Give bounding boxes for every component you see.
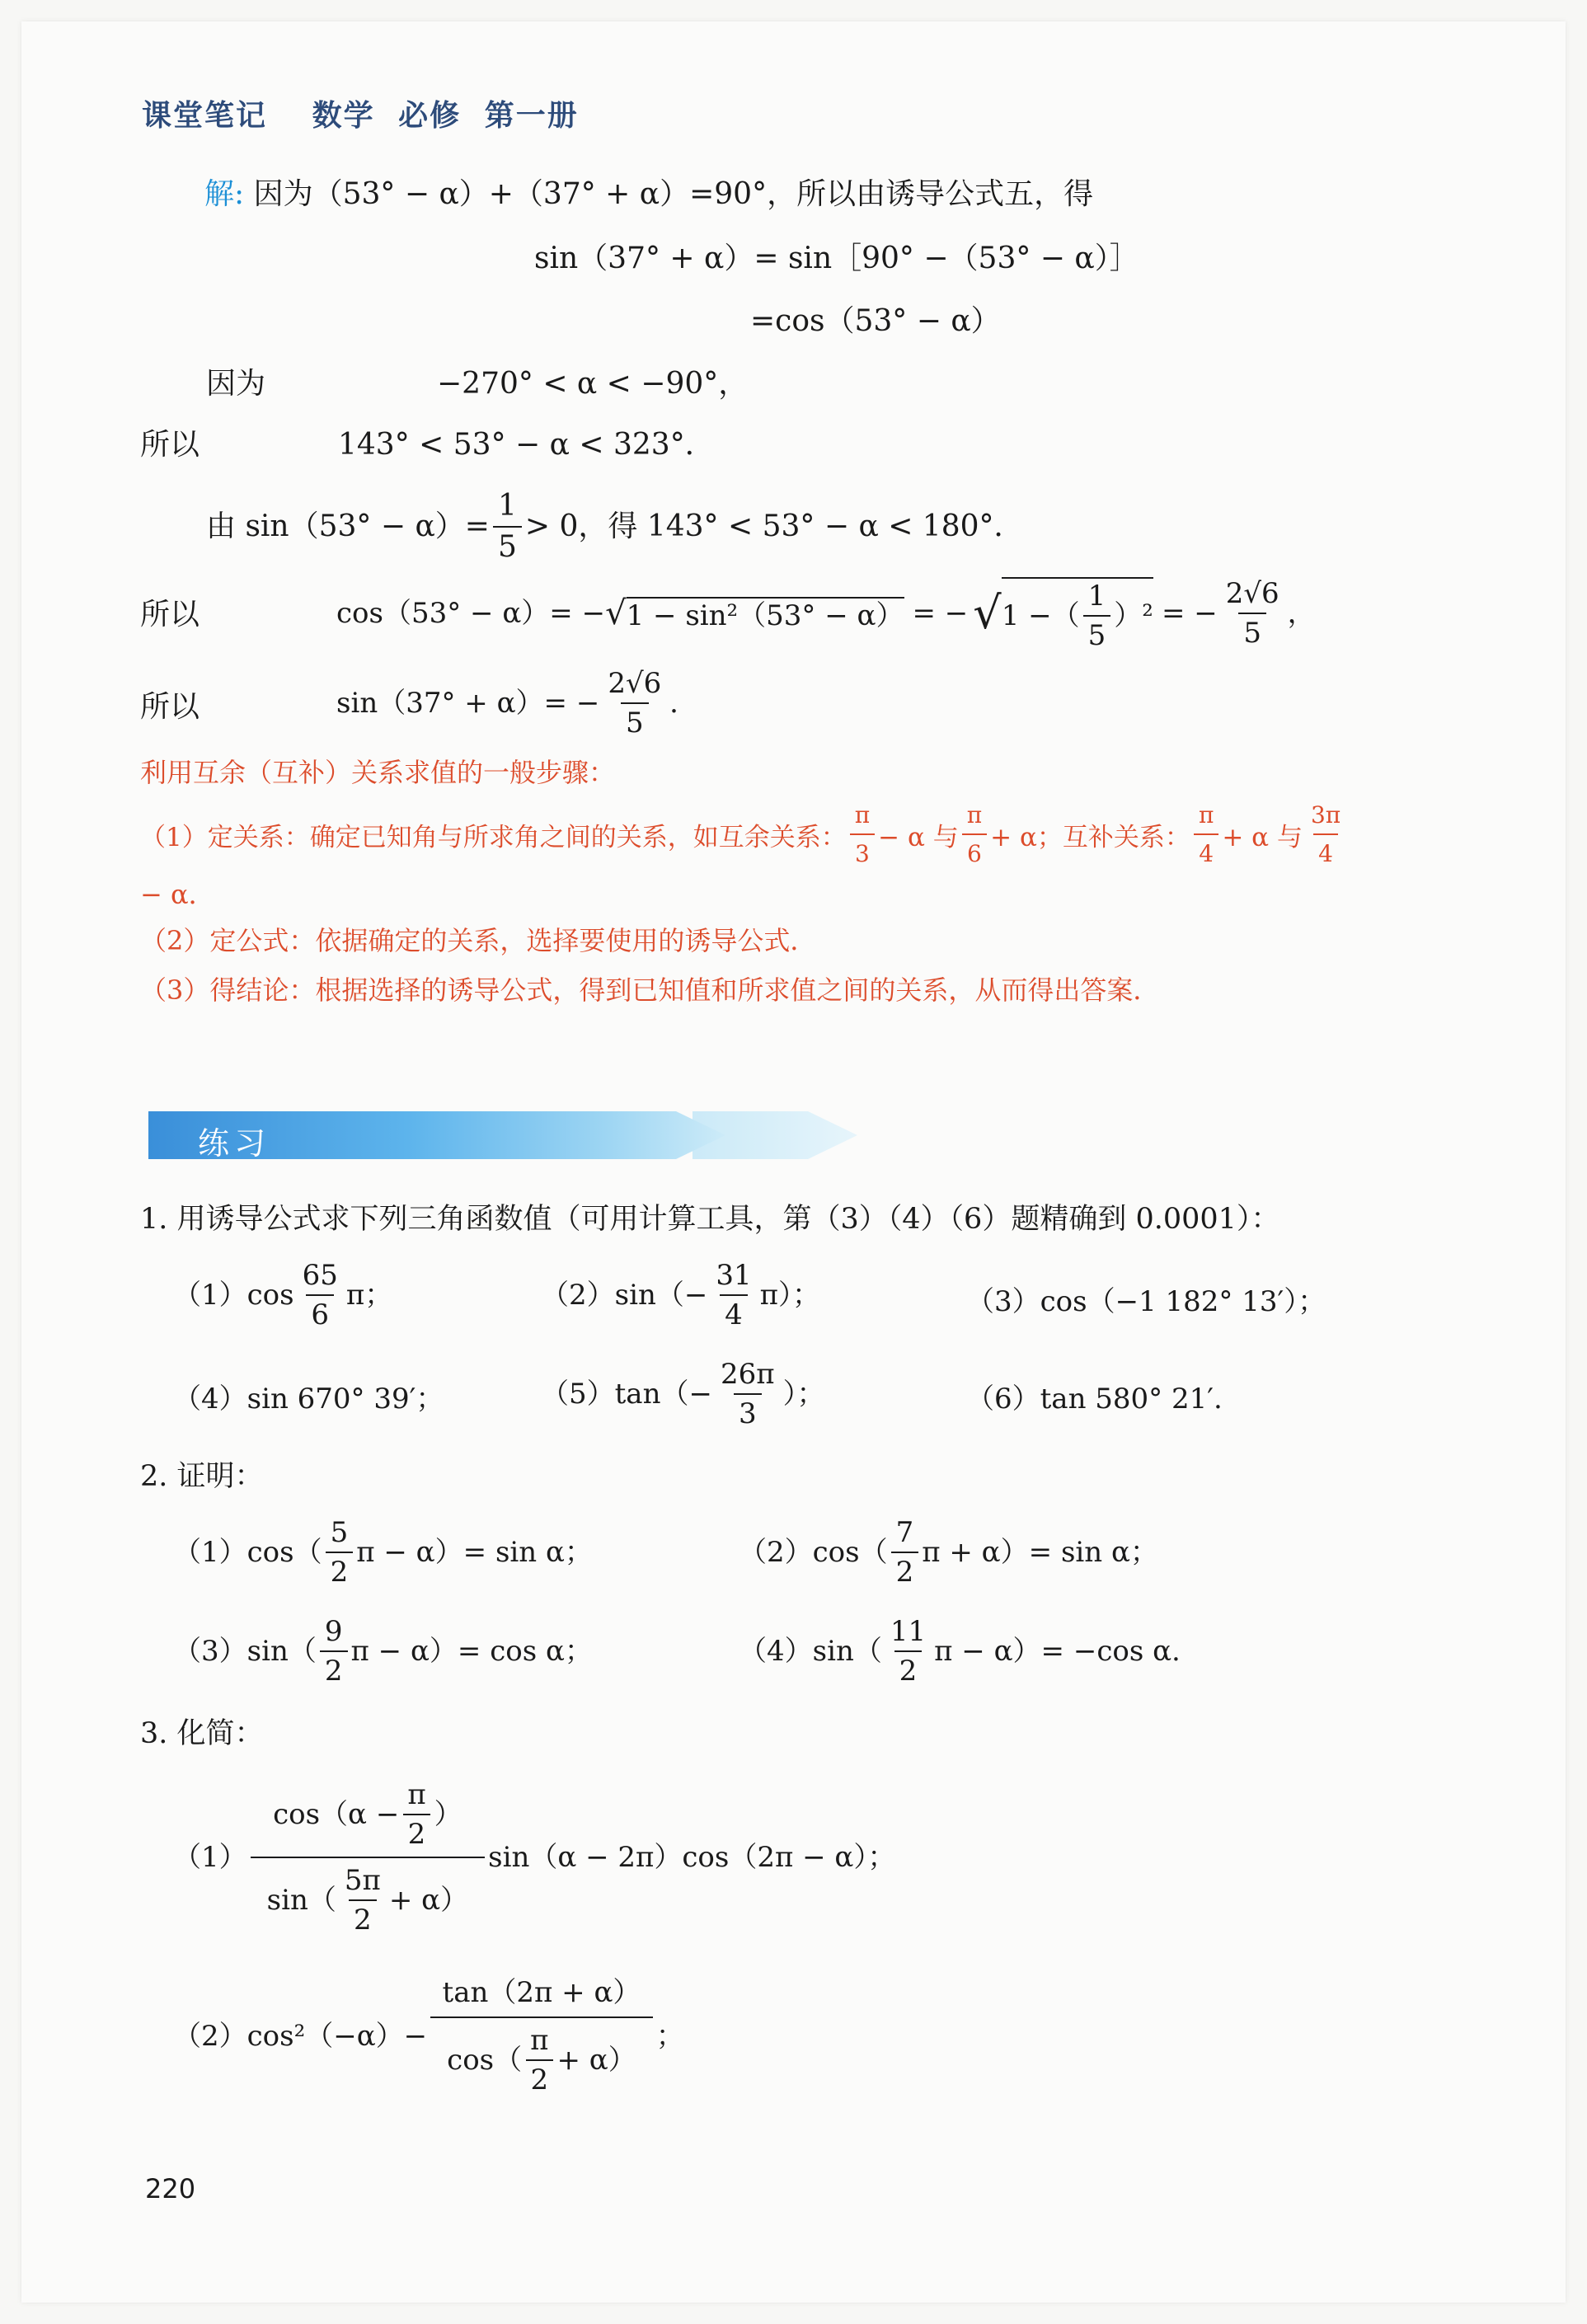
line8-a: sin（37° + α）= −	[336, 687, 600, 720]
note-step-1	[140, 801, 1349, 867]
ex1-p1-den: 6	[306, 1294, 334, 1329]
ex2-p4-a: （4）sin（	[739, 1635, 882, 1668]
ex3-p1-label: （1）	[173, 1841, 247, 1874]
line6-pre: 由 sin（53° − α）=	[206, 509, 490, 543]
ex3-p2-numerator: tan（2π + α）	[442, 1976, 641, 2009]
line7-inner-num: 1	[1087, 580, 1106, 613]
sqrt-sign-1: √	[605, 594, 627, 632]
ex2-p1-den: 2	[326, 1552, 354, 1586]
ex1-p5-den: 3	[734, 1393, 762, 1428]
solution-line-5-lead: 所以	[140, 428, 200, 462]
note-frac-1	[850, 801, 875, 867]
ex3-p1-den-b: + α）	[388, 1884, 469, 1917]
ex1-p1-a: （1）cos	[173, 1279, 294, 1312]
solution-line-7	[336, 577, 1316, 650]
ex3-item-1	[173, 1778, 896, 1937]
ex2-p2-den: 2	[891, 1552, 919, 1586]
ex2-stem: 2. 证明：	[140, 1460, 264, 1493]
line8-den: 5	[621, 702, 649, 737]
solution-line-3: =cos（53° − α）	[750, 304, 1001, 338]
ex1-p2-den: 4	[720, 1294, 748, 1329]
line7-radicand-2	[1002, 577, 1153, 650]
note-title: 利用互余（互补）关系求值的一般步骤：	[140, 757, 616, 788]
sqrt-sign-2: √	[973, 587, 1002, 639]
ex3-p1-num-frac	[402, 1778, 430, 1851]
ex3-p1-den-frac	[340, 1864, 386, 1937]
line7-inner-fraction	[1083, 582, 1111, 650]
ex3-p2-den-b: + α）	[556, 2044, 636, 2077]
ex3-stem: 3. 化简：	[140, 1717, 264, 1750]
ex2-p2-a: （2）cos（	[739, 1536, 888, 1569]
note-frac-3-den: 4	[1194, 833, 1218, 867]
ex2-p3-frac	[320, 1615, 348, 1688]
line7-radicand: 1 − sin²（53° − α）	[627, 597, 904, 630]
ex1-item-6: （6）tan 580° 21′.	[966, 1383, 1223, 1416]
ex3-p1-num-b: ）	[434, 1798, 462, 1831]
solution-line-7-lead: 所以	[140, 598, 200, 631]
ex3-p2-label: （2）cos²（−α）−	[173, 2020, 428, 2053]
ex1-p5-frac	[716, 1360, 780, 1428]
note-step-1-cont: − α．	[140, 879, 215, 910]
ex3-p1-num-a: cos（α −	[273, 1798, 400, 1831]
ex3-p1-den-frac-d: 2	[349, 1899, 377, 1934]
ex3-p1-num-frac-d: 2	[403, 1814, 431, 1848]
ex1-p2-num: 31	[716, 1259, 752, 1292]
line7-inner-den: 5	[1083, 615, 1111, 650]
ex2-p3-den: 2	[320, 1650, 348, 1685]
ex2-p4-num: 11	[890, 1615, 927, 1648]
ex3-p2-den-frac-d: 2	[526, 2059, 554, 2094]
header-book: 课堂笔记	[142, 99, 268, 133]
ex3-p1-big-fraction	[251, 1778, 485, 1937]
ex1-p2-b: π）；	[759, 1279, 820, 1312]
ex3-p2-denominator	[430, 2016, 653, 2094]
ex1-p1-b: π；	[345, 1279, 393, 1312]
note-frac-1-num: π	[854, 801, 871, 829]
line8-end: ．	[669, 687, 698, 720]
ex1-p1-num: 65	[302, 1259, 338, 1292]
ex2-item-4	[739, 1615, 1181, 1688]
ex1-p5-a: （5）tan（−	[541, 1378, 712, 1411]
ex2-p4-den: 2	[894, 1650, 923, 1685]
banner-label: 练习	[198, 1125, 271, 1162]
note-frac-3	[1194, 801, 1218, 867]
ex1-item-5	[541, 1360, 825, 1428]
note-s1-b: − α 与	[878, 822, 959, 852]
line7-b: = −	[912, 597, 969, 630]
header-volume: 必修	[398, 99, 462, 133]
ex1-p1-frac	[298, 1261, 343, 1329]
ex1-p2-a: （2）sin（−	[541, 1279, 708, 1312]
ex2-p2-b: π + α）= sin α；	[922, 1536, 1158, 1569]
line6-post: > 0，得 143° < 53° − α < 180°．	[524, 509, 1024, 543]
header-subject: 数学	[312, 99, 375, 133]
ex3-p2-den-frac-n: π	[530, 2024, 549, 2057]
ex1-item-3: （3）cos（−1 182° 13′）；	[966, 1285, 1326, 1318]
note-frac-2-num: π	[966, 801, 983, 829]
line8-fraction	[603, 669, 666, 737]
ex1-item-1	[173, 1261, 392, 1329]
ex1-item-4: （4）sin 670° 39′；	[173, 1383, 444, 1416]
ex3-p2-den-frac	[525, 2026, 553, 2094]
ex2-p3-a: （3）sin（	[173, 1635, 317, 1668]
line6-fraction	[493, 491, 522, 562]
ex2-p3-num: 9	[324, 1615, 343, 1648]
ex1-p5-num: 26π	[720, 1358, 775, 1391]
ex3-p1-den-a: sin（	[266, 1884, 336, 1917]
note-frac-2-den: 6	[962, 833, 987, 867]
line7-a: cos（53° − α）= −	[336, 597, 606, 630]
ex3-p1-num-frac-n: π	[407, 1778, 426, 1811]
ex3-p1-den-frac-n: 5π	[344, 1864, 381, 1897]
ex2-p2-frac	[891, 1516, 919, 1589]
note-frac-4-num: 3π	[1310, 801, 1341, 829]
line7-rad2-post: ）²	[1114, 599, 1153, 632]
running-header	[142, 92, 612, 134]
ex2-p1-a: （1）cos（	[173, 1536, 322, 1569]
ex1-stem: 1. 用诱导公式求下列三角函数值（可用计算工具，第（3）（4）（6）题精确到 0.0001）：	[140, 1203, 1280, 1236]
line6-den: 5	[493, 526, 522, 562]
solution-line-4-expr: −270° < α < −90°，	[437, 367, 749, 401]
note-step-3: （3）得结论：根据选择的诱导公式，得到已知值和所求值之间的关系，从而得出答案．	[140, 974, 1160, 1006]
ex3-p1-tail: sin（α − 2π）cos（2π − α）；	[488, 1841, 896, 1874]
note-s1-d: + α 与	[1222, 822, 1303, 852]
line7-res-den: 5	[1238, 613, 1266, 647]
ex3-p2-den-a: cos（	[447, 2044, 523, 2077]
ex3-p1-numerator	[268, 1778, 467, 1857]
note-frac-1-den: 3	[850, 833, 875, 867]
line7-rad2-pre: 1 −（	[1001, 599, 1080, 632]
ex3-p2-big-fraction	[430, 1976, 653, 2096]
ex2-p1-num: 5	[330, 1516, 349, 1549]
line7-res-num: 2√6	[1225, 577, 1279, 610]
ex3-p1-denominator	[251, 1857, 485, 1937]
ex2-item-2	[739, 1516, 1158, 1589]
ex2-p4-frac	[885, 1615, 931, 1688]
solution-line-6	[206, 491, 1024, 562]
ex2-p2-num: 7	[895, 1516, 914, 1549]
ex1-p2-frac	[711, 1261, 756, 1329]
solution-text-1: 因为（53° − α）+（37° + α）=90°，所以由诱导公式五，得	[253, 177, 1094, 211]
solution-line-1	[204, 177, 1094, 211]
solution-line-2: sin（37° + α）= sin［90° −（53° − α）］	[534, 242, 1139, 275]
line7-result	[1221, 577, 1284, 650]
exercise-banner	[148, 1111, 857, 1162]
solution-line-5-expr: 143° < 53° − α < 323°．	[338, 428, 715, 462]
ex2-p1-b: π − α）= sin α；	[356, 1536, 593, 1569]
ex2-p4-b: π − α）= −cos α.	[934, 1635, 1181, 1668]
ex1-item-2	[541, 1261, 820, 1329]
line7-end: ，	[1287, 597, 1316, 630]
ex3-p2-tail: ；	[655, 2020, 684, 2053]
note-frac-3-num: π	[1198, 801, 1214, 829]
ex3-item-2	[173, 1976, 684, 2096]
line8-num: 2√6	[608, 667, 662, 700]
header-part: 第一册	[484, 99, 579, 133]
note-s1-c: + α；互补关系：	[990, 822, 1190, 852]
note-s1-a: （1）定关系：确定已知角与所求角之间的关系，如互余关系：	[140, 822, 847, 852]
solution-label: 解:	[204, 177, 245, 211]
ex2-p3-b: π − α）= cos α；	[350, 1635, 593, 1668]
line6-num: 1	[497, 489, 517, 523]
ex2-item-3	[173, 1615, 593, 1688]
solution-line-4-lead: 因为	[206, 367, 266, 401]
ex1-p5-b: ）；	[782, 1378, 825, 1411]
solution-line-8	[336, 669, 697, 737]
line7-c: = −	[1161, 597, 1218, 630]
note-step-2: （2）定公式：依据确定的关系，选择要使用的诱导公式．	[140, 925, 817, 956]
ex2-item-1	[173, 1516, 593, 1589]
ex2-p1-frac	[326, 1516, 354, 1589]
page-number: 220	[145, 2173, 196, 2204]
note-frac-4	[1306, 801, 1345, 867]
note-frac-2	[962, 801, 987, 867]
solution-line-8-lead: 所以	[140, 690, 200, 724]
note-frac-4-den: 4	[1313, 833, 1338, 867]
